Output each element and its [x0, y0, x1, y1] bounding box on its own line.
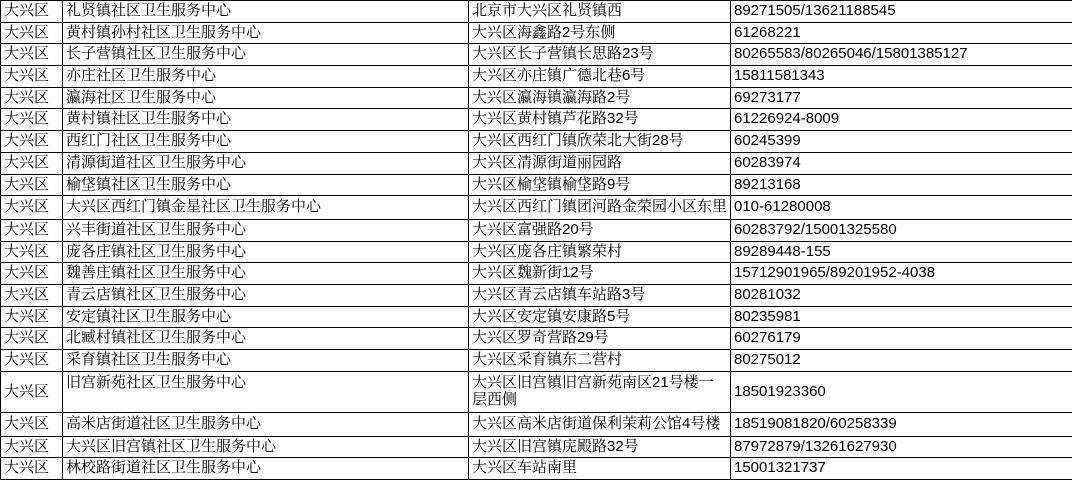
cell-phone: 010-61280008 [731, 196, 1072, 220]
cell-district: 大兴区 [1, 371, 63, 412]
cell-phone: 18501923360 [731, 371, 1072, 412]
cell-district: 大兴区 [1, 306, 63, 328]
cell-phone: 89213168 [731, 174, 1072, 196]
cell-address: 大兴区旧宫镇庑殿路32号 [469, 436, 731, 458]
cell-name: 庞各庄镇社区卫生服务中心 [63, 241, 469, 263]
cell-name: 旧宫新苑社区卫生服务中心 [63, 371, 469, 412]
cell-name: 大兴区旧宫镇社区卫生服务中心 [63, 436, 469, 458]
cell-address: 大兴区富强路20号 [469, 219, 731, 241]
cell-phone: 89271505/13621188545 [731, 1, 1072, 23]
cell-address: 北京市大兴区礼贤镇西 [469, 1, 731, 23]
table-row [1, 66, 1072, 88]
cell-district: 大兴区 [1, 66, 63, 88]
cell-address: 大兴区旧宫镇旧宫新苑南区21号楼一层西侧 [469, 371, 731, 412]
cell-district: 大兴区 [1, 22, 63, 44]
cell-phone: 80281032 [731, 284, 1072, 306]
cell-name: 安定镇社区卫生服务中心 [63, 306, 469, 328]
cell-district: 大兴区 [1, 413, 63, 437]
cell-district: 大兴区 [1, 196, 63, 220]
cell-address: 大兴区车站南里 [469, 458, 731, 480]
cell-phone: 60283792/15001325580 [731, 219, 1072, 241]
cell-address: 大兴区瀛海镇瀛海路2号 [469, 87, 731, 109]
cell-phone: 15712901965/89201952-4038 [731, 263, 1072, 285]
cell-district: 大兴区 [1, 458, 63, 480]
table-row [1, 22, 1072, 44]
table-row [1, 458, 1072, 480]
table-row [1, 44, 1072, 66]
cell-phone: 61226924-8009 [731, 109, 1072, 131]
cell-name: 亦庄社区卫生服务中心 [63, 66, 469, 88]
cell-phone: 15001321737 [731, 458, 1072, 480]
cell-district: 大兴区 [1, 284, 63, 306]
cell-phone: 87972879/13261627930 [731, 436, 1072, 458]
cell-address: 大兴区庞各庄镇繁荣村 [469, 241, 731, 263]
cell-district: 大兴区 [1, 241, 63, 263]
table-row [1, 131, 1072, 153]
table-row [1, 109, 1072, 131]
cell-name: 西红门社区卫生服务中心 [63, 131, 469, 153]
cell-name: 兴丰街道社区卫生服务中心 [63, 219, 469, 241]
table-row [1, 350, 1072, 372]
table-row [1, 436, 1072, 458]
table-row [1, 241, 1072, 263]
cell-phone: 18519081820/60258339 [731, 413, 1072, 437]
cell-name: 清源街道社区卫生服务中心 [63, 152, 469, 174]
cell-address: 大兴区青云店镇车站路3号 [469, 284, 731, 306]
cell-name: 礼贤镇社区卫生服务中心 [63, 1, 469, 23]
cell-district: 大兴区 [1, 174, 63, 196]
cell-address: 大兴区黄村镇芦花路32号 [469, 109, 731, 131]
table-row [1, 413, 1072, 437]
table-row [1, 196, 1072, 220]
table-row [1, 263, 1072, 285]
cell-name: 采育镇社区卫生服务中心 [63, 350, 469, 372]
cell-name: 黄村镇社区卫生服务中心 [63, 109, 469, 131]
cell-phone: 80275012 [731, 350, 1072, 372]
cell-address: 大兴区西红门镇欣荣北大街28号 [469, 131, 731, 153]
cell-district: 大兴区 [1, 436, 63, 458]
cell-address: 大兴区魏新街12号 [469, 263, 731, 285]
cell-name: 林校路街道社区卫生服务中心 [63, 458, 469, 480]
cell-district: 大兴区 [1, 109, 63, 131]
cell-name: 青云店镇社区卫生服务中心 [63, 284, 469, 306]
table-body [1, 1, 1072, 480]
cell-district: 大兴区 [1, 87, 63, 109]
cell-name: 长子营镇社区卫生服务中心 [63, 44, 469, 66]
table-row [1, 1, 1072, 23]
cell-district: 大兴区 [1, 328, 63, 350]
table-row [1, 371, 1072, 412]
table-row [1, 328, 1072, 350]
cell-name: 瀛海社区卫生服务中心 [63, 87, 469, 109]
cell-district: 大兴区 [1, 350, 63, 372]
cell-name: 北臧村镇社区卫生服务中心 [63, 328, 469, 350]
table-row [1, 306, 1072, 328]
cell-phone: 80265583/80265046/15801385127 [731, 44, 1072, 66]
cell-address: 大兴区海鑫路2号东侧 [469, 22, 731, 44]
cell-address: 大兴区西红门镇团河路金荣园小区东里 [469, 196, 731, 220]
cell-name: 魏善庄镇社区卫生服务中心 [63, 263, 469, 285]
table-row [1, 87, 1072, 109]
cell-name: 黄村镇孙村社区卫生服务中心 [63, 22, 469, 44]
cell-phone: 60276179 [731, 328, 1072, 350]
cell-address: 大兴区采育镇东二营村 [469, 350, 731, 372]
cell-name: 大兴区西红门镇金星社区卫生服务中心 [63, 196, 469, 220]
cell-name: 榆垡镇社区卫生服务中心 [63, 174, 469, 196]
cell-phone: 60283974 [731, 152, 1072, 174]
cell-district: 大兴区 [1, 152, 63, 174]
cell-phone: 60245399 [731, 131, 1072, 153]
cell-address: 大兴区安定镇安康路5号 [469, 306, 731, 328]
cell-district: 大兴区 [1, 263, 63, 285]
cell-name: 高米店街道社区卫生服务中心 [63, 413, 469, 437]
table-row [1, 174, 1072, 196]
cell-address: 大兴区高米店街道保利茉莉公馆4号楼 [469, 413, 731, 437]
cell-phone: 15811581343 [731, 66, 1072, 88]
cell-district: 大兴区 [1, 131, 63, 153]
table-row [1, 219, 1072, 241]
cell-phone: 61268221 [731, 22, 1072, 44]
cell-address: 大兴区长子营镇长思路23号 [469, 44, 731, 66]
cell-address: 大兴区亦庄镇广德北巷6号 [469, 66, 731, 88]
cell-district: 大兴区 [1, 44, 63, 66]
cell-district: 大兴区 [1, 219, 63, 241]
table-row [1, 284, 1072, 306]
cell-address: 大兴区罗奇营路29号 [469, 328, 731, 350]
cell-phone: 69273177 [731, 87, 1072, 109]
cell-phone: 80235981 [731, 306, 1072, 328]
table-row [1, 152, 1072, 174]
cell-address: 大兴区清源街道丽园路 [469, 152, 731, 174]
cell-address: 大兴区榆垡镇榆垡路9号 [469, 174, 731, 196]
cell-district: 大兴区 [1, 1, 63, 23]
cell-phone: 89289448-155 [731, 241, 1072, 263]
